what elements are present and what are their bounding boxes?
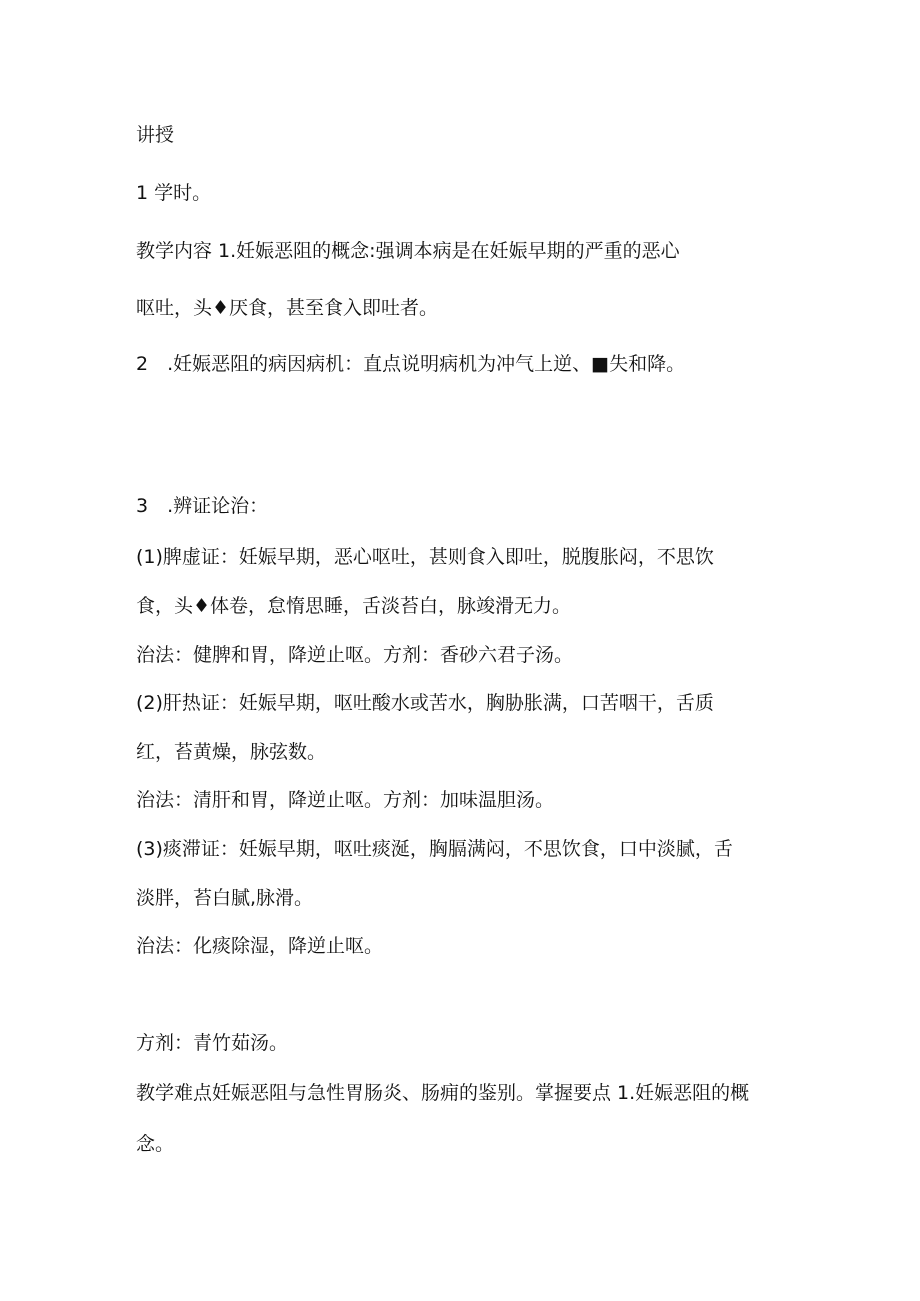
text-line-teaching-method: 讲授	[136, 124, 175, 146]
text-line-difficulties: 教学难点妊娠恶阻与急性胃肠炎、肠痈的鉴别。掌握要点 1.妊娠恶阻的概	[136, 1082, 750, 1104]
text-line-content-concept: 教学内容 1.妊娠恶阻的概念:强调本病是在妊娠早期的严重的恶心	[136, 240, 680, 262]
text-line-content-concept-cont: 呕吐，头♦厌食，甚至食入即吐者。	[136, 297, 439, 319]
text-line-liver-heat: (2)肝热证：妊娠早期，呕吐酸水或苦水，胸胁胀满，口苦咽干，舌质	[136, 692, 714, 714]
text-line-spleen-deficiency-cont: 食，头♦体卷，怠惰思睡，舌淡苔白，脉竣滑无力。	[136, 595, 572, 617]
text-line-phlegm-treatment: 治法：化痰除湿，降逆止呕。	[136, 935, 384, 957]
text-line-differentiation-heading: 3 .辨证论治：	[136, 495, 269, 517]
text-line-phlegm-prescription: 方剂：青竹茹汤。	[136, 1032, 289, 1054]
text-line-phlegm-stagnation-cont: 淡胖，苔白腻,脉滑。	[136, 887, 314, 909]
text-line-liver-heat-cont: 红，苔黄燥，脉弦数。	[136, 741, 327, 763]
text-line-etiology: 2 .妊娠恶阻的病因病机：直点说明病机为冲气上逆、■失和降。	[136, 353, 686, 375]
text-line-difficulties-cont: 念。	[136, 1133, 175, 1155]
text-line-spleen-deficiency: (1)脾虚证：妊娠早期，恶心呕吐，甚则食入即吐，脱腹胀闷，不思饮	[136, 546, 714, 568]
text-line-class-hours: 1 学时。	[136, 182, 212, 204]
text-line-phlegm-stagnation: (3)痰滞证：妊娠早期，呕吐痰涎，胸膈满闷，不思饮食，口中淡腻，舌	[136, 838, 733, 860]
text-line-liver-treatment: 治法：清肝和胃，降逆止呕。方剂：加味温胆汤。	[136, 789, 555, 811]
text-line-spleen-treatment: 治法：健脾和胃，降逆止呕。方剂：香砂六君子汤。	[136, 644, 574, 666]
